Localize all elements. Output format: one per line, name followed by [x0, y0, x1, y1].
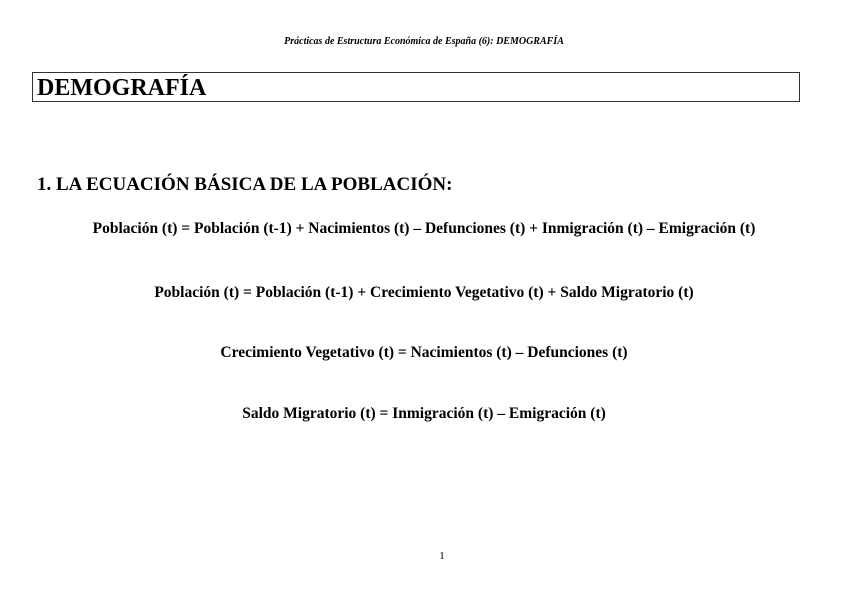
equation-net-migration: Saldo Migratorio (t) = Inmigración (t) – Emigración (t)	[242, 405, 606, 422]
page-title: DEMOGRAFÍA	[37, 75, 207, 101]
section-heading: 1. LA ECUACIÓN BÁSICA DE LA POBLACIÓN:	[37, 174, 453, 195]
equation-natural-growth: Crecimiento Vegetativo (t) = Nacimientos (t) – Defunciones (t)	[220, 344, 628, 361]
page-number: 1	[439, 550, 445, 562]
running-header: Prácticas de Estructura Económica de España (6): DEMOGRAFÍA	[284, 36, 564, 47]
title-box	[32, 72, 800, 102]
equation-population-summary: Población (t) = Población (t-1) + Crecimiento Vegetativo (t) + Saldo Migratorio (t)	[154, 284, 694, 301]
equation-population-full: Población (t) = Población (t-1) + Nacimientos (t) – Defunciones (t) + Inmigración (t) – Emigración (t)	[92, 220, 756, 237]
